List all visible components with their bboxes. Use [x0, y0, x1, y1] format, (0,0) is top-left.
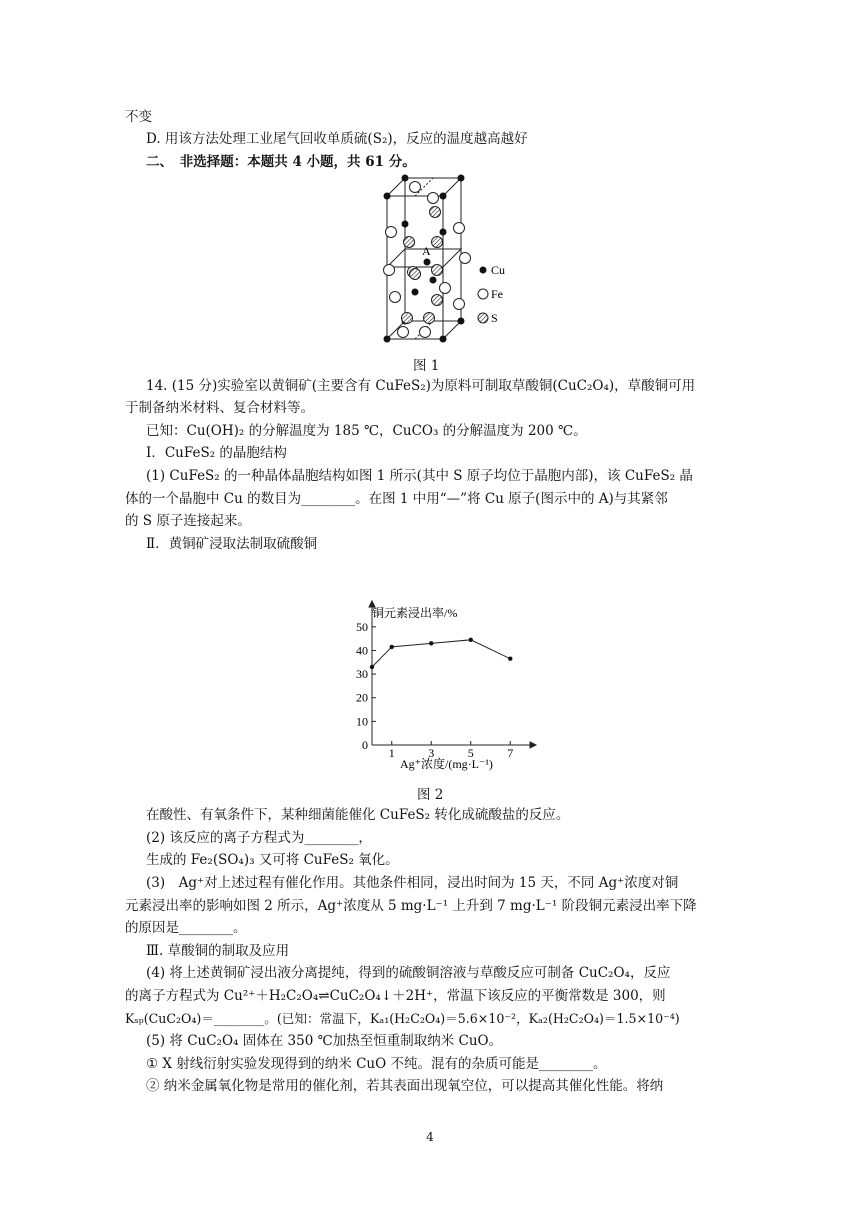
x-tick-label: 3: [428, 746, 435, 760]
text-line: 体的一个晶胞中 Cu 的数目为________。在图 1 中用“—”将 Cu 原子(图示中的 A)与其紧邻: [125, 491, 668, 507]
text-line: 已知：Cu(OH)₂ 的分解温度为 185 ℃，CuCO₃ 的分解温度为 200 ℃。: [146, 423, 587, 439]
figure2-caption: 图 2: [417, 787, 444, 803]
series-line: [372, 640, 510, 667]
y-tick-label: 40: [356, 643, 368, 658]
subsection-heading: Ⅲ. 草酸铜的制取及应用: [146, 943, 290, 959]
data-point: [508, 657, 512, 661]
text-line: Kₛₚ(CuC₂O₄)＝________。(已知：常温下，Kₐ₁(H₂C₂O₄)＝5.6×10⁻²，Kₐ₂(H₂C₂O₄)＝1.5×10⁻⁴): [125, 1011, 680, 1026]
figure1-caption: 图 1: [413, 358, 440, 374]
x-tick-label: 7: [507, 746, 514, 760]
text-line: 不变: [125, 109, 152, 125]
text-line: (1) CuFeS₂ 的一种晶体晶胞结构如图 1 所示(其中 S 原子均位于晶胞内部)，该 CuFeS₂ 晶: [146, 468, 693, 484]
subsection-heading: Ⅱ．黄铜矿浸取法制取硫酸铜: [146, 536, 318, 552]
data-point: [370, 665, 374, 669]
question-4: (4) 将上述黄铜矿浸出液分离提纯，得到的硫酸铜溶液与草酸反应可制备 CuC₂O₄，反应: [146, 965, 671, 981]
x-tick-label: 5: [467, 746, 474, 760]
text-line: 的 S 原子连接起来。: [125, 513, 251, 529]
option-d: D. 用该方法处理工业尾气回收单质硫(S₂)，反应的温度越高越好: [146, 131, 528, 147]
data-point: [469, 638, 473, 642]
legend-fe: Fe: [491, 287, 503, 301]
y-tick-label: 0: [362, 738, 368, 752]
question-3: (3) Ag⁺对上述过程有催化作用。其他条件相同，浸出时间为 15 天，不同 Ag⁺浓度对铜: [146, 875, 679, 891]
x-axis-arrow: [530, 742, 536, 748]
data-point: [429, 641, 433, 645]
leach-rate-chart: [340, 600, 540, 775]
x-axis-label: Ag⁺浓度/(mg·L⁻¹): [400, 757, 493, 771]
y-axis-label: 铜元素浸出率/%: [372, 606, 458, 620]
text-line: ① X 射线衍射实验发现得到的纳米 CuO 不纯。混有的杂质可能是________。: [146, 1056, 607, 1072]
section-heading: 二、 非选择题：本题共 4 小题，共 61 分。: [146, 154, 416, 170]
legend-fe-icon: [478, 289, 488, 299]
text-line: 于制备纳米材料、复合材料等。: [125, 400, 314, 416]
text-line: 的原因是________。: [125, 920, 247, 936]
y-tick-label: 30: [356, 667, 368, 682]
atom-label-a: A: [422, 244, 431, 258]
text-line: 生成的 Fe₂(SO₄)₃ 又可将 CuFeS₂ 氧化。: [146, 852, 399, 868]
y-tick-label: 20: [356, 690, 368, 705]
legend-s-icon: [478, 313, 488, 323]
legend-cu-icon: [480, 267, 487, 274]
text-line: 元素浸出率的影响如图 2 所示，Ag⁺浓度从 5 mg·L⁻¹ 上升到 7 mg·L⁻¹ 阶段铜元素浸出率下降: [125, 898, 697, 914]
question-2: (2) 该反应的离子方程式为________，: [146, 830, 372, 846]
text-line: 在酸性、有氧条件下，某种细菌能催化 CuFeS₂ 转化成硫酸盐的反应。: [146, 807, 570, 823]
x-tick-label: 1: [388, 746, 395, 760]
text-line: 的离子方程式为 Cu²⁺＋H₂C₂O₄⇌CuC₂O₄↓＋2H⁺，常温下该反应的平衡常数是 300，则: [125, 988, 666, 1004]
question-5: (5) 将 CuC₂O₄ 固体在 350 ℃加热至恒重制取纳米 CuO。: [146, 1033, 503, 1049]
subsection-heading: Ⅰ．CuFeS₂ 的晶胞结构: [146, 445, 287, 461]
crystal-cell-figure: [375, 172, 510, 352]
legend-cu: Cu: [491, 263, 506, 277]
y-tick-label: 10: [356, 714, 368, 729]
y-tick-label: 50: [356, 619, 368, 634]
text-line: 14. (15 分)实验室以黄铜矿(主要含有 CuFeS₂)为原料可制取草酸铜(CuC₂O₄)，草酸铜可用: [146, 378, 696, 394]
page-number: 4: [426, 1130, 434, 1144]
data-point: [390, 645, 394, 649]
legend-s: S: [491, 311, 498, 325]
text-line: ② 纳米金属氧化物是常用的催化剂，若其表面出现氧空位，可以提高其催化性能。将纳: [146, 1078, 664, 1094]
